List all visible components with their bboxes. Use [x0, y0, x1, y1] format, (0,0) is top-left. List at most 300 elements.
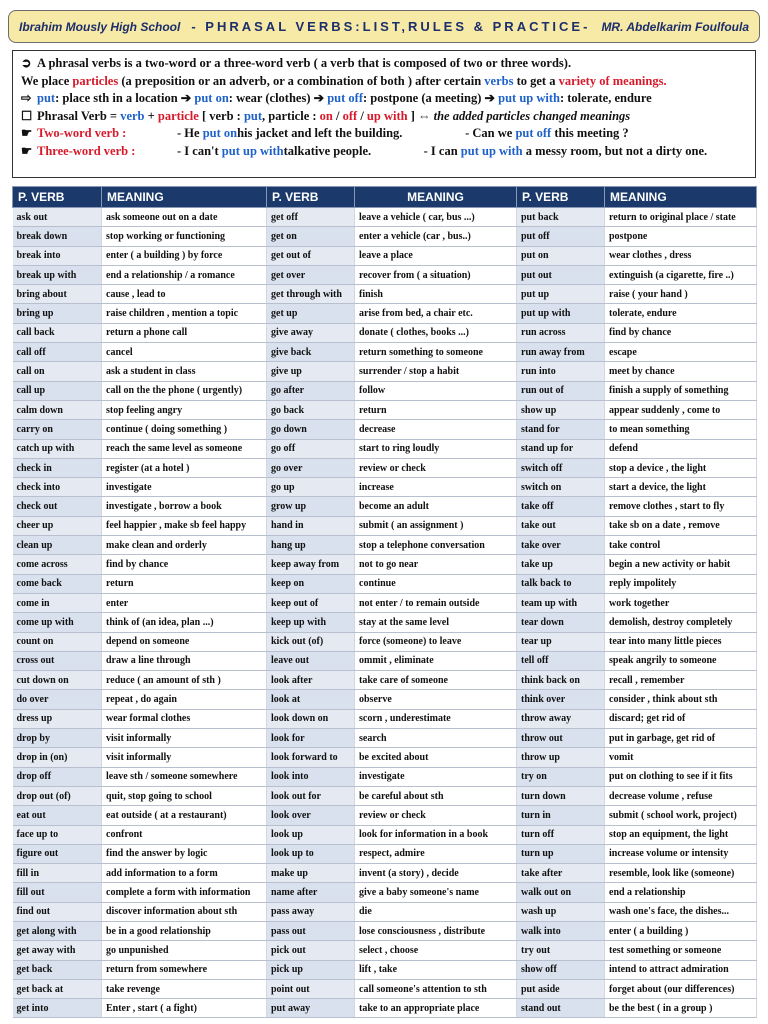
meaning-cell: return	[355, 400, 517, 419]
meaning-cell: register (at a hotel )	[102, 458, 267, 477]
meaning-cell: investigate , borrow a book	[102, 497, 267, 516]
column-header-verb: P. VERB	[13, 187, 102, 208]
phrasal-verb-cell: put up with	[517, 304, 605, 323]
meaning-cell: enter ( a building ) by force	[102, 246, 267, 265]
table-row	[13, 420, 757, 439]
meaning-cell: give a baby someone's name	[355, 883, 517, 902]
phrasal-verb-cell: pass away	[267, 902, 355, 921]
phrasal-verb-cell: put aside	[517, 979, 605, 998]
intro-line-three-word: ☛ Three-word verb : - I can't put up withtalkative people. - I can put up with a messy room, but not a dirty one.	[21, 143, 747, 161]
phrasal-verb-cell: do over	[13, 690, 102, 709]
phrasal-verb-cell: show off	[517, 960, 605, 979]
checkbox-icon: ☐	[21, 108, 33, 123]
phrasal-verb-cell: point out	[267, 979, 355, 998]
phrasal-verb-cell: cheer up	[13, 516, 102, 535]
meaning-cell: speak angrily to someone	[605, 651, 757, 670]
phrasal-verb-cell: get off	[267, 208, 355, 227]
phrasal-verb-cell: eat out	[13, 806, 102, 825]
meaning-cell: discover information about sth	[102, 902, 267, 921]
meaning-cell: return something to someone	[355, 343, 517, 362]
table-row	[13, 593, 757, 612]
table-row	[13, 439, 757, 458]
meaning-cell: finish a supply of something	[605, 381, 757, 400]
meaning-cell: resemble, look like (someone)	[605, 864, 757, 883]
right-arrow-icon: ➔	[180, 91, 192, 105]
meaning-cell: depend on someone	[102, 632, 267, 651]
phrasal-verb-cell: look into	[267, 767, 355, 786]
table-row	[13, 227, 757, 246]
table-row	[13, 979, 757, 998]
phrasal-verb-cell: come up with	[13, 613, 102, 632]
right-arrow-icon: ➔	[313, 91, 325, 105]
phrasal-verb-cell: bring up	[13, 304, 102, 323]
meaning-cell: be excited about	[355, 748, 517, 767]
school-name: Ibrahim Mously High School	[19, 19, 181, 34]
phrasal-verb-cell: try out	[517, 941, 605, 960]
phrasal-verb-cell: go back	[267, 400, 355, 419]
table-row	[13, 709, 757, 728]
phrasal-verb-cell: take off	[517, 497, 605, 516]
phrasal-verbs-table	[12, 186, 757, 1018]
meaning-cell: raise children , mention a topic	[102, 304, 267, 323]
meaning-cell: take revenge	[102, 979, 267, 998]
phrasal-verb-cell: come back	[13, 574, 102, 593]
meaning-cell: take sb on a date , remove	[605, 516, 757, 535]
table-row	[13, 883, 757, 902]
meaning-cell: confront	[102, 825, 267, 844]
meaning-cell: stop an equipment, the light	[605, 825, 757, 844]
meaning-cell: increase	[355, 478, 517, 497]
meaning-cell: return from somewhere	[102, 960, 267, 979]
meaning-cell: tolerate, endure	[605, 304, 757, 323]
meaning-cell: review or check	[355, 458, 517, 477]
meaning-cell: stop working or functioning	[102, 227, 267, 246]
phrasal-verb-cell: get out of	[267, 246, 355, 265]
meaning-cell: think of (an idea, plan ...)	[102, 613, 267, 632]
phrasal-verb-cell: wash up	[517, 902, 605, 921]
meaning-cell: find by chance	[605, 323, 757, 342]
meaning-cell: wear formal clothes	[102, 709, 267, 728]
phrasal-verb-cell: call on	[13, 362, 102, 381]
phrasal-verb-cell: get back at	[13, 979, 102, 998]
table-row	[13, 729, 757, 748]
table-row	[13, 844, 757, 863]
phrasal-verb-cell: break down	[13, 227, 102, 246]
table-row	[13, 516, 757, 535]
intro-line-put-examples: ⇨ put: place sth in a location ➔ put on: wear (clothes) ➔ put off: postpone (a meeting) ➔ put up with: tolerate, endure	[21, 90, 747, 108]
intro-line-particles: We place particles (a preposition or an adverb, or a combination of both ) after certain verbs to get a variety of meanings.	[21, 73, 667, 88]
intro-line-two-word: ☛ Two-word verb : - He put onhis jacket and left the building. - Can we put off this meeting ?	[21, 125, 747, 143]
table-row	[13, 458, 757, 477]
right-arrow-icon: ➔	[484, 91, 495, 105]
meaning-cell: raise ( your hand )	[605, 285, 757, 304]
column-header-verb: P. VERB	[267, 187, 355, 208]
meaning-cell: postpone	[605, 227, 757, 246]
meaning-cell: start a device, the light	[605, 478, 757, 497]
meaning-cell: eat outside ( at a restaurant)	[102, 806, 267, 825]
meaning-cell: lift , take	[355, 960, 517, 979]
phrasal-verb-cell: put out	[517, 265, 605, 284]
meaning-cell: stop a device , the light	[605, 458, 757, 477]
intro-line-definition: ➲ A phrasal verbs is a two-word or a three-word verb ( a verb that is composed of two or three words).	[21, 55, 747, 73]
phrasal-verb-cell: run out of	[517, 381, 605, 400]
meaning-cell: start to ring loudly	[355, 439, 517, 458]
phrasal-verb-cell: kick out (of)	[267, 632, 355, 651]
meaning-cell: put on clothing to see if it fits	[605, 767, 757, 786]
phrasal-verb-cell: get through with	[267, 285, 355, 304]
phrasal-verb-cell: cut down on	[13, 671, 102, 690]
phrasal-verb-cell: take over	[517, 536, 605, 555]
column-header-meaning: MEANING	[355, 187, 517, 208]
meaning-cell: repeat , do again	[102, 690, 267, 709]
meaning-cell: invent (a story) , decide	[355, 864, 517, 883]
phrasal-verb-cell: figure out	[13, 844, 102, 863]
table-row	[13, 671, 757, 690]
phrasal-verb-cell: come across	[13, 555, 102, 574]
double-arrow-icon: ⇨	[21, 91, 32, 105]
phrasal-verb-cell: hand in	[267, 516, 355, 535]
table-row	[13, 381, 757, 400]
phrasal-verb-cell: go over	[267, 458, 355, 477]
phrasal-verb-cell: keep out of	[267, 593, 355, 612]
meaning-cell: become an adult	[355, 497, 517, 516]
meaning-cell: work together	[605, 593, 757, 612]
meaning-cell: stay at the same level	[355, 613, 517, 632]
arrow-circle-icon: ➲	[21, 56, 32, 70]
phrasal-verb-cell: turn in	[517, 806, 605, 825]
phrasal-verb-cell: call up	[13, 381, 102, 400]
phrasal-verb-cell: break into	[13, 246, 102, 265]
meaning-cell: test something or someone	[605, 941, 757, 960]
meaning-cell: surrender / stop a habit	[355, 362, 517, 381]
table-row	[13, 362, 757, 381]
phrasal-verb-cell: grow up	[267, 497, 355, 516]
phrasal-verb-cell: look out for	[267, 786, 355, 805]
phrasal-verb-cell: pick out	[267, 941, 355, 960]
meaning-cell: be in a good relationship	[102, 921, 267, 940]
table-row	[13, 343, 757, 362]
phrasal-verb-cell: count on	[13, 632, 102, 651]
phrasal-verb-cell: tear down	[517, 613, 605, 632]
phrasal-verb-cell: carry on	[13, 420, 102, 439]
phrasal-verb-cell: show up	[517, 400, 605, 419]
column-header-meaning: MEANING	[102, 187, 267, 208]
meaning-cell: force (someone) to leave	[355, 632, 517, 651]
meaning-cell: submit ( school work, project)	[605, 806, 757, 825]
meaning-cell: call on the the phone ( urgently)	[102, 381, 267, 400]
phrasal-verb-cell: check out	[13, 497, 102, 516]
table-row	[13, 400, 757, 419]
meaning-cell: ommit , eliminate	[355, 651, 517, 670]
phrasal-verb-cell: team up with	[517, 593, 605, 612]
meaning-cell: follow	[355, 381, 517, 400]
phrasal-verb-cell: stand up for	[517, 439, 605, 458]
table-row	[13, 651, 757, 670]
meaning-cell: review or check	[355, 806, 517, 825]
meaning-cell: reduce ( an amount of sth )	[102, 671, 267, 690]
meaning-cell: extinguish (a cigarette, fire ..)	[605, 265, 757, 284]
phrasal-verb-cell: leave out	[267, 651, 355, 670]
phrasal-verb-cell: talk back to	[517, 574, 605, 593]
table-row	[13, 574, 757, 593]
meaning-cell: tear into many little pieces	[605, 632, 757, 651]
meaning-cell: wash one's face, the dishes...	[605, 902, 757, 921]
phrasal-verb-cell: drop out (of)	[13, 786, 102, 805]
teacher-name: MR. Abdelkarim Foulfoula	[601, 19, 749, 34]
column-header-verb: P. VERB	[517, 187, 605, 208]
phrasal-verb-cell: tear up	[517, 632, 605, 651]
table-row	[13, 478, 757, 497]
phrasal-verb-cell: tell off	[517, 651, 605, 670]
phrasal-verb-cell: turn down	[517, 786, 605, 805]
phrasal-verb-cell: pass out	[267, 921, 355, 940]
meaning-cell: continue	[355, 574, 517, 593]
meaning-cell: respect, admire	[355, 844, 517, 863]
phrasal-verb-cell: run across	[517, 323, 605, 342]
meaning-cell: quit, stop going to school	[102, 786, 267, 805]
phrasal-verb-cell: name after	[267, 883, 355, 902]
table-row	[13, 786, 757, 805]
meaning-cell: go unpunished	[102, 941, 267, 960]
meaning-cell: complete a form with information	[102, 883, 267, 902]
meaning-cell: begin a new activity or habit	[605, 555, 757, 574]
phrasal-verb-cell: put away	[267, 999, 355, 1018]
phrasal-verb-cell: put on	[517, 246, 605, 265]
meaning-cell: leave a place	[355, 246, 517, 265]
meaning-cell: leave a vehicle ( car, bus ...)	[355, 208, 517, 227]
phrasal-verb-cell: calm down	[13, 400, 102, 419]
meaning-cell: consider , think about sth	[605, 690, 757, 709]
meaning-cell: look for information in a book	[355, 825, 517, 844]
phrasal-verb-cell: run into	[517, 362, 605, 381]
meaning-cell: ask someone out on a date	[102, 208, 267, 227]
phrasal-verb-cell: get back	[13, 960, 102, 979]
meaning-cell: add information to a form	[102, 864, 267, 883]
phrasal-verb-cell: look at	[267, 690, 355, 709]
meaning-cell: investigate	[355, 767, 517, 786]
meaning-cell: stop a telephone conversation	[355, 536, 517, 555]
meaning-cell: wear clothes , dress	[605, 246, 757, 265]
phrasal-verb-cell: get away with	[13, 941, 102, 960]
intro-line-formula: ☐ Phrasal Verb = verb + particle [ verb : put, particle : on / off / up with ] ⇔ the added particles changed meanings	[21, 108, 747, 126]
phrasal-verb-cell: get up	[267, 304, 355, 323]
table-row	[13, 864, 757, 883]
pointing-hand-icon: ☛	[21, 126, 33, 140]
phrasal-verb-cell: walk out on	[517, 883, 605, 902]
phrasal-verb-cell: bring about	[13, 285, 102, 304]
table-row	[13, 613, 757, 632]
phrasal-verb-cell: turn up	[517, 844, 605, 863]
phrasal-verb-cell: keep up with	[267, 613, 355, 632]
phrasal-verb-cell: put off	[517, 227, 605, 246]
table-row	[13, 767, 757, 786]
meaning-cell: observe	[355, 690, 517, 709]
phrasal-verb-cell: dress up	[13, 709, 102, 728]
phrasal-verb-cell: throw out	[517, 729, 605, 748]
table-row	[13, 902, 757, 921]
table-row	[13, 632, 757, 651]
phrasal-verb-cell: go after	[267, 381, 355, 400]
meaning-cell: decrease volume , refuse	[605, 786, 757, 805]
phrasal-verb-cell: take after	[517, 864, 605, 883]
meaning-cell: return to original place / state	[605, 208, 757, 227]
meaning-cell: escape	[605, 343, 757, 362]
phrasal-verb-cell: stand for	[517, 420, 605, 439]
meaning-cell: take to an appropriate place	[355, 999, 517, 1018]
meaning-cell: stop feeling angry	[102, 400, 267, 419]
phrasal-verb-cell: switch on	[517, 478, 605, 497]
table-row	[13, 536, 757, 555]
equivalence-icon: ⇔	[418, 108, 431, 123]
table-row	[13, 690, 757, 709]
meaning-cell: forget about (our differences)	[605, 979, 757, 998]
phrasal-verb-cell: keep away from	[267, 555, 355, 574]
phrasal-verb-cell: try on	[517, 767, 605, 786]
table-row	[13, 941, 757, 960]
table-row	[13, 960, 757, 979]
table-row	[13, 285, 757, 304]
phrasal-verb-cell: drop by	[13, 729, 102, 748]
phrasal-verb-cell: look over	[267, 806, 355, 825]
meaning-cell: not enter / to remain outside	[355, 593, 517, 612]
phrasal-verb-cell: walk into	[517, 921, 605, 940]
table-header-row	[13, 187, 757, 208]
meaning-cell: visit informally	[102, 748, 267, 767]
meaning-cell: meet by chance	[605, 362, 757, 381]
page-title: - PHRASAL VERBS:LIST,RULES & PRACTICE-	[191, 19, 591, 34]
phrasal-verb-cell: fill out	[13, 883, 102, 902]
meaning-cell: feel happier , make sb feel happy	[102, 516, 267, 535]
table-row	[13, 806, 757, 825]
meaning-cell: die	[355, 902, 517, 921]
phrasal-verb-cell: check in	[13, 458, 102, 477]
meaning-cell: return a phone call	[102, 323, 267, 342]
meaning-cell: investigate	[102, 478, 267, 497]
phrasal-verb-cell: think over	[517, 690, 605, 709]
meaning-cell: recover from ( a situation)	[355, 265, 517, 284]
phrasal-verb-cell: go off	[267, 439, 355, 458]
meaning-cell: search	[355, 729, 517, 748]
meaning-cell: arise from bed, a chair etc.	[355, 304, 517, 323]
table-row	[13, 921, 757, 940]
meaning-cell: to mean something	[605, 420, 757, 439]
meaning-cell: put in garbage, get rid of	[605, 729, 757, 748]
phrasal-verb-cell: fill in	[13, 864, 102, 883]
meaning-cell: discard; get rid of	[605, 709, 757, 728]
pointing-hand-icon: ☛	[21, 143, 33, 158]
phrasal-verb-cell: take out	[517, 516, 605, 535]
meaning-cell: reply impolitely	[605, 574, 757, 593]
meaning-cell: not to go near	[355, 555, 517, 574]
meaning-cell: donate ( clothes, books ...)	[355, 323, 517, 342]
phrasal-verb-cell: call back	[13, 323, 102, 342]
meaning-cell: cancel	[102, 343, 267, 362]
phrasal-verb-cell: get into	[13, 999, 102, 1018]
meaning-cell: appear suddenly , come to	[605, 400, 757, 419]
meaning-cell: decrease	[355, 420, 517, 439]
phrasal-verb-cell: make up	[267, 864, 355, 883]
page-header	[8, 10, 760, 43]
meaning-cell: submit ( an assignment )	[355, 516, 517, 535]
meaning-cell: enter	[102, 593, 267, 612]
meaning-cell: continue ( doing something )	[102, 420, 267, 439]
phrasal-verb-cell: look up to	[267, 844, 355, 863]
phrasal-verb-cell: look after	[267, 671, 355, 690]
table-row	[13, 304, 757, 323]
phrasal-verb-cell: look for	[267, 729, 355, 748]
phrasal-verb-cell: drop in (on)	[13, 748, 102, 767]
meaning-cell: find the answer by logic	[102, 844, 267, 863]
phrasal-verb-cell: put up	[517, 285, 605, 304]
phrasal-verb-cell: throw up	[517, 748, 605, 767]
phrasal-verb-cell: face up to	[13, 825, 102, 844]
meaning-cell: cause , lead to	[102, 285, 267, 304]
meaning-cell: lose consciousness , distribute	[355, 921, 517, 940]
meaning-cell: remove clothes , start to fly	[605, 497, 757, 516]
table-row	[13, 555, 757, 574]
table-row	[13, 323, 757, 342]
phrasal-verb-cell: keep on	[267, 574, 355, 593]
phrasal-verb-cell: come in	[13, 593, 102, 612]
meaning-cell: return	[102, 574, 267, 593]
meaning-cell: recall , remember	[605, 671, 757, 690]
meaning-cell: finish	[355, 285, 517, 304]
meaning-cell: vomit	[605, 748, 757, 767]
table-row	[13, 825, 757, 844]
meaning-cell: increase volume or intensity	[605, 844, 757, 863]
phrasal-verb-cell: take up	[517, 555, 605, 574]
phrasal-verb-cell: check into	[13, 478, 102, 497]
meaning-cell: make clean and orderly	[102, 536, 267, 555]
phrasal-verb-cell: think back on	[517, 671, 605, 690]
phrasal-verb-cell: give up	[267, 362, 355, 381]
phrasal-verb-cell: look down on	[267, 709, 355, 728]
phrasal-verb-cell: call off	[13, 343, 102, 362]
phrasal-verb-cell: cross out	[13, 651, 102, 670]
phrasal-verb-cell: go down	[267, 420, 355, 439]
column-header-meaning: MEANING	[605, 187, 757, 208]
meaning-cell: call someone's attention to sth	[355, 979, 517, 998]
phrasal-verb-cell: get along with	[13, 921, 102, 940]
phrasal-verb-cell: give away	[267, 323, 355, 342]
phrasal-verb-cell: turn off	[517, 825, 605, 844]
phrasal-verb-cell: catch up with	[13, 439, 102, 458]
phrasal-verb-cell: run away from	[517, 343, 605, 362]
phrasal-verb-cell: hang up	[267, 536, 355, 555]
meaning-cell: take control	[605, 536, 757, 555]
phrasal-verb-cell: look forward to	[267, 748, 355, 767]
phrasal-verb-cell: go up	[267, 478, 355, 497]
meaning-cell: enter ( a building )	[605, 921, 757, 940]
phrasal-verb-cell: throw away	[517, 709, 605, 728]
phrasal-verb-cell: ask out	[13, 208, 102, 227]
meaning-cell: draw a line through	[102, 651, 267, 670]
phrasal-verb-cell: put back	[517, 208, 605, 227]
meaning-cell: reach the same level as someone	[102, 439, 267, 458]
meaning-cell: intend to attract admiration	[605, 960, 757, 979]
table-row	[13, 265, 757, 284]
phrasal-verb-cell: look up	[267, 825, 355, 844]
meaning-cell: visit informally	[102, 729, 267, 748]
meaning-cell: defend	[605, 439, 757, 458]
meaning-cell: leave sth / someone somewhere	[102, 767, 267, 786]
phrasal-verb-cell: give back	[267, 343, 355, 362]
phrasal-verb-cell: pick up	[267, 960, 355, 979]
table-row	[13, 748, 757, 767]
meaning-cell: end a relationship / a romance	[102, 265, 267, 284]
meaning-cell: demolish, destroy completely	[605, 613, 757, 632]
meaning-cell: enter a vehicle (car , bus..)	[355, 227, 517, 246]
